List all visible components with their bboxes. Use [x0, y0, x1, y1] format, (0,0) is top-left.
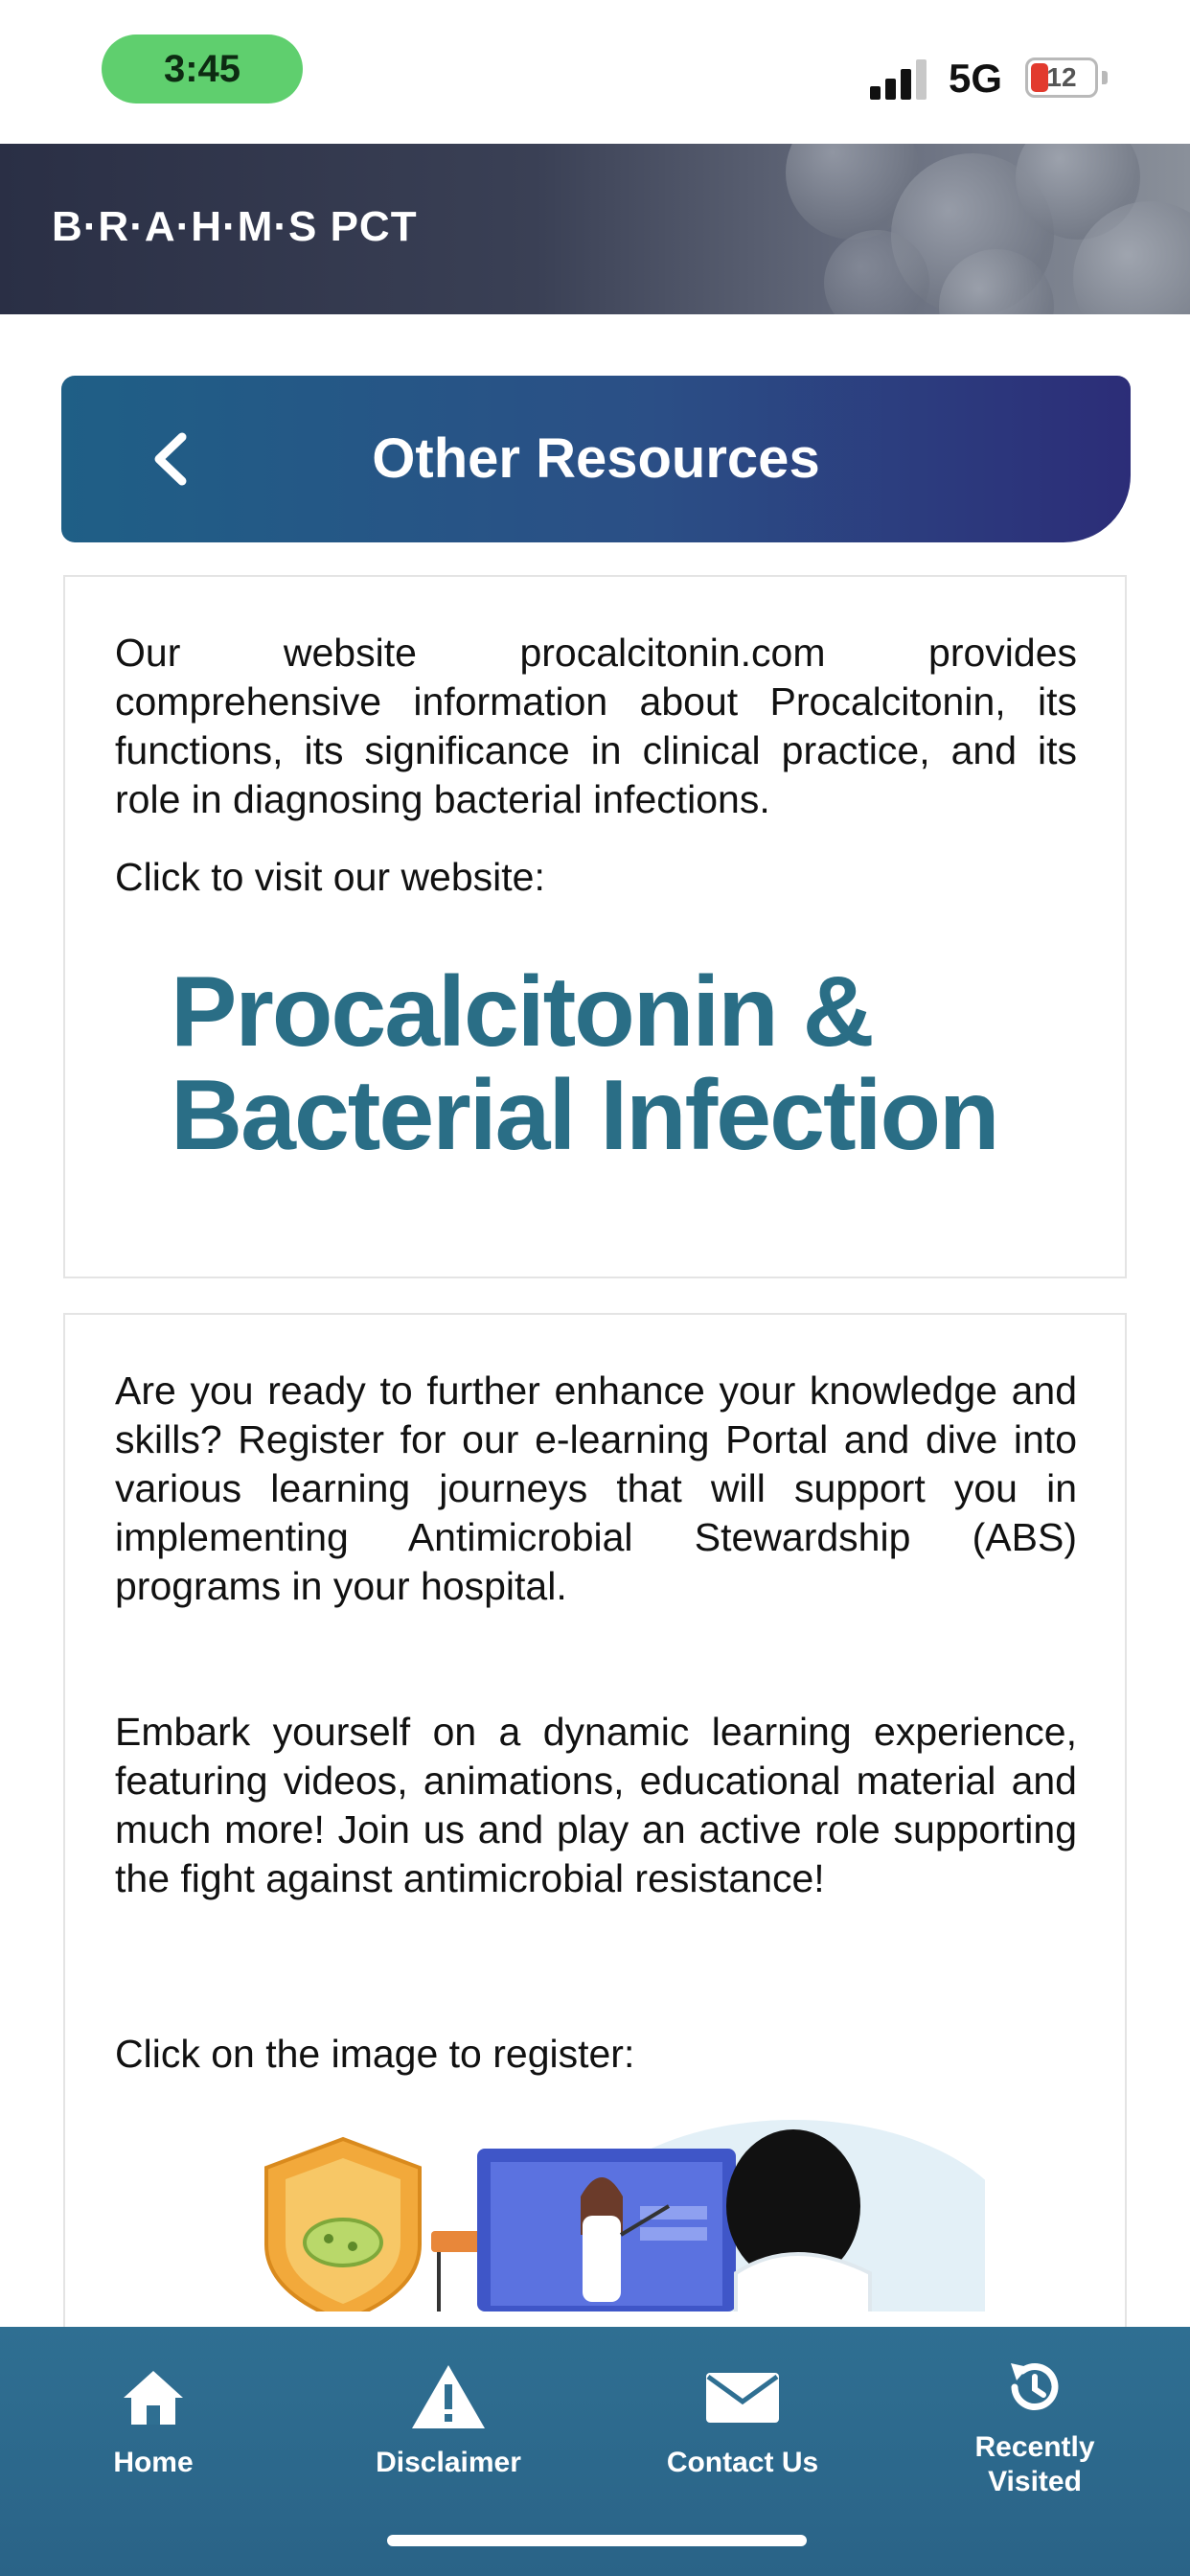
website-card — [63, 575, 1127, 1278]
battery-nub — [1102, 71, 1108, 84]
warning-icon — [410, 2363, 487, 2435]
nav-home-label: Home — [113, 2447, 194, 2478]
nav-home[interactable] — [86, 2327, 220, 2576]
logo-line-1: Procalcitonin & — [171, 956, 873, 1068]
battery-icon — [1025, 58, 1098, 98]
battery-level: 12 — [1046, 62, 1077, 92]
signal-icon — [870, 58, 927, 100]
page-title: Other Resources — [372, 427, 820, 490]
nav-contact-label: Contact Us — [666, 2447, 819, 2478]
mail-icon — [704, 2369, 781, 2431]
nav-recently-label: Recently — [974, 2431, 1095, 2463]
website-cta: Click to visit our website: — [115, 855, 545, 899]
elearning-card — [63, 1313, 1127, 2348]
elearning-intro: Are you ready to further enhance your knowledge and skills? Register for our e-learning Portal and dive into various learning journeys that will support you in implementing Antimicrobial Stewardship (ABS) programs in your hospital. — [115, 1368, 1077, 1608]
home-indicator[interactable] — [387, 2535, 807, 2546]
history-icon — [1001, 2354, 1068, 2426]
status-bar — [0, 0, 1190, 144]
home-icon — [120, 2367, 187, 2433]
elearning-register-image[interactable] — [257, 2120, 985, 2312]
brand-banner — [0, 144, 1190, 314]
nav-visited-label: Visited — [988, 2466, 1082, 2497]
elearning-details: Embark yourself on a dynamic learning experience, featuring videos, animations, educational material and much more! Join us and play an active role supporting the fight against antimicrobial resistance! — [115, 1710, 1077, 1900]
nav-disclaimer-label: Disclaimer — [376, 2447, 521, 2478]
nav-recently-visited[interactable] — [958, 2327, 1111, 2576]
network-label: 5G — [949, 56, 1003, 101]
website-logo-link[interactable] — [171, 956, 1033, 1171]
register-cta: Click on the image to register: — [115, 2032, 635, 2076]
status-time: 3:45 — [102, 34, 303, 104]
brand-title: B·R·A·H·M·S PCT — [52, 203, 418, 250]
resources-header — [61, 376, 1131, 542]
website-description: Our website procalcitonin.com provides comprehensive information about Procalcitonin, its functions, its significance in clinical practice, and its role in diagnosing bacterial infections. — [115, 631, 1077, 821]
chevron-left-icon[interactable] — [138, 424, 205, 494]
logo-line-2: Bacterial Infection — [171, 1060, 998, 1171]
